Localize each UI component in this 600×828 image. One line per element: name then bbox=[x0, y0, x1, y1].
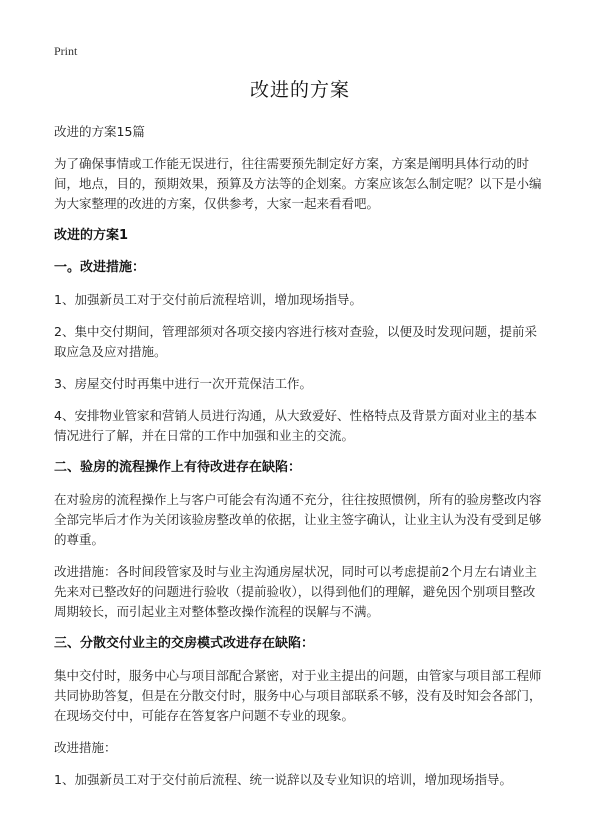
list-item: 3、房屋交付时再集中进行一次开荒保洁工作。 bbox=[54, 376, 312, 391]
print-label: Print bbox=[54, 44, 78, 58]
paragraph: 在对验房的流程操作上与客户可能会有沟通不充分，往往按照惯例，所有的验房整改内容全部完毕后才作为关闭该验房整改单的依据，让业主签字确认，让业主认为没有受到足够的尊重。 bbox=[54, 492, 542, 547]
paragraph: 1、加强新员工对于交付前后流程、统一说辞以及专业知识的培训，增加现场指导。 bbox=[54, 772, 512, 787]
heading-improvement-measures: 一。改进措施： bbox=[54, 260, 146, 275]
subtitle: 改进的方案15篇 bbox=[54, 124, 145, 139]
list-item: 2、集中交付期间，管理部须对各项交接内容进行核对查验，以便及时发现问题，提前采取应急及应对措施。 bbox=[54, 324, 537, 359]
paragraph: 改进措施： bbox=[54, 740, 117, 755]
section-title-1: 改进的方案1 bbox=[54, 228, 129, 243]
page-title: 改进的方案 bbox=[249, 79, 350, 101]
list-item: 4、安排物业管家和营销人员进行沟通，从大致爱好、性格特点及背景方面对业主的基本情况进行了解，并在日常的工作中加强和业主的交流。 bbox=[54, 408, 537, 443]
paragraph: 集中交付时，服务中心与项目部配合紧密，对于业主提出的问题，由管家与项目部工程师共同协助答复，但是在分散交付时，服务中心与项目部联系不够，没有及时知会各部门，在现场交付中，可能存在答复客户问题不专业的现象。 bbox=[54, 668, 542, 723]
intro-paragraph: 为了确保事情或工作能无误进行，往往需要预先制定好方案，方案是阐明具体行动的时间，地点，目的，预期效果，预算及方法等的企划案。方案应该怎么制定呢？以下是小编为大家整理的改进的方案，仅供参考，大家一起来看看吧。 bbox=[54, 156, 542, 211]
heading-scattered-delivery: 三、分散交付业主的交房模式改进存在缺陷： bbox=[54, 636, 315, 651]
paragraph: 改进措施：各时间段管家及时与业主沟通房屋状况，同时可以考虑提前2个月左右请业主先来对已整改好的问题进行验收（提前验收），以得到他们的理解，避免因个别项目整改周期较长，而引起业主对整体整改操作流程的误解与不满。 bbox=[54, 564, 537, 619]
list-item: 1、加强新员工对于交付前后流程培训，增加现场指导。 bbox=[54, 292, 362, 307]
heading-inspection-process: 二、验房的流程操作上有待改进存在缺陷： bbox=[54, 460, 302, 475]
